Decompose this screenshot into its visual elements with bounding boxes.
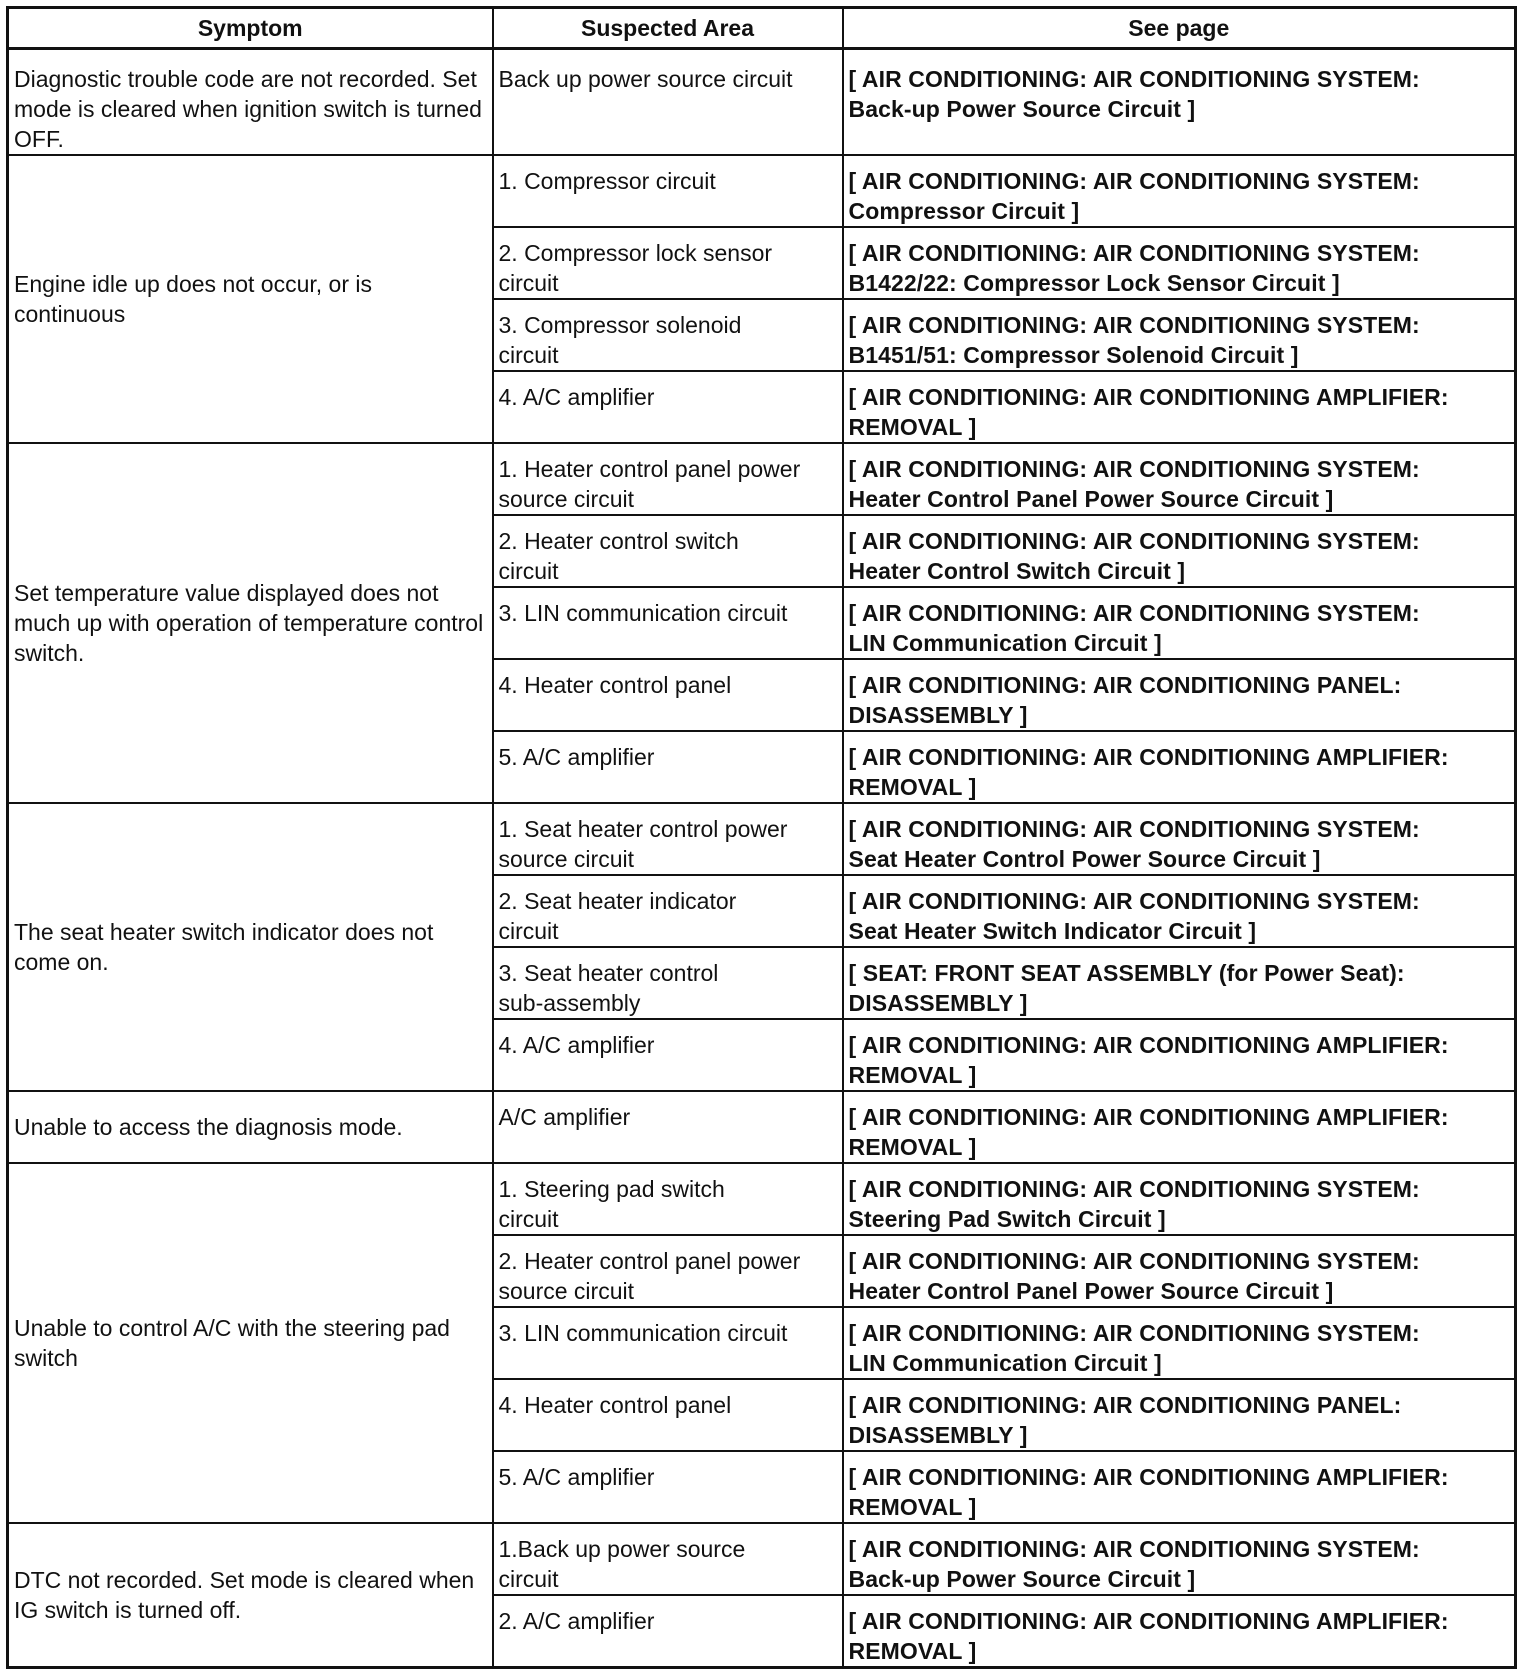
see-page-link[interactable] bbox=[843, 371, 1516, 443]
see-page-line-2: REMOVAL ] bbox=[848, 1062, 977, 1088]
see-page-link[interactable] bbox=[843, 299, 1516, 371]
suspected-area-cell: 1. Heater control panel power source circuit bbox=[493, 443, 843, 515]
see-page-line-2: Heater Control Panel Power Source Circuit ] bbox=[848, 486, 1334, 512]
see-page-line-1: [ AIR CONDITIONING: AIR CONDITIONING AMPLIFIER: bbox=[848, 1104, 1449, 1130]
see-page-line-2: LIN Communication Circuit ] bbox=[848, 1350, 1162, 1376]
see-page-line-2: DISASSEMBLY ] bbox=[848, 702, 1028, 728]
see-page-link[interactable] bbox=[843, 1163, 1516, 1235]
suspected-area-cell: 3. LIN communication circuit bbox=[493, 1307, 843, 1379]
see-page-line-1: [ AIR CONDITIONING: AIR CONDITIONING SYSTEM: bbox=[848, 888, 1420, 914]
suspected-area-cell: 3. Seat heater control sub-assembly bbox=[493, 947, 843, 1019]
see-page-line-1: [ AIR CONDITIONING: AIR CONDITIONING PANEL: bbox=[848, 672, 1402, 698]
suspected-area-cell: Back up power source circuit bbox=[493, 49, 843, 156]
see-page-line-1: [ AIR CONDITIONING: AIR CONDITIONING SYSTEM: bbox=[848, 816, 1420, 842]
see-page-line-1: [ AIR CONDITIONING: AIR CONDITIONING AMPLIFIER: bbox=[848, 1464, 1449, 1490]
suspected-area-cell: 4. Heater control panel bbox=[493, 1379, 843, 1451]
see-page-line-2: REMOVAL ] bbox=[848, 1134, 977, 1160]
suspected-area-cell: 1. Seat heater control power source circuit bbox=[493, 803, 843, 875]
see-page-line-2: Back-up Power Source Circuit ] bbox=[848, 1566, 1196, 1592]
suspected-area-cell: 4. A/C amplifier bbox=[493, 371, 843, 443]
symptom-cell: Engine idle up does not occur, or is continuous bbox=[8, 155, 493, 443]
see-page-link[interactable] bbox=[843, 1595, 1516, 1668]
see-page-line-2: REMOVAL ] bbox=[848, 414, 977, 440]
see-page-line-1: [ AIR CONDITIONING: AIR CONDITIONING SYSTEM: bbox=[848, 600, 1420, 626]
table-body bbox=[8, 49, 1516, 1668]
see-page-line-1: [ AIR CONDITIONING: AIR CONDITIONING SYSTEM: bbox=[848, 1320, 1420, 1346]
see-page-link[interactable] bbox=[843, 803, 1516, 875]
see-page-link[interactable] bbox=[843, 155, 1516, 227]
see-page-link[interactable] bbox=[843, 875, 1516, 947]
see-page-line-2: Heater Control Switch Circuit ] bbox=[848, 558, 1186, 584]
see-page-link[interactable] bbox=[843, 1523, 1516, 1595]
see-page-line-2: Seat Heater Switch Indicator Circuit ] bbox=[848, 918, 1257, 944]
table-row bbox=[8, 803, 1516, 875]
suspected-area-cell: A/C amplifier bbox=[493, 1091, 843, 1163]
suspected-area-cell: 3. Compressor solenoid circuit bbox=[493, 299, 843, 371]
see-page-line-1: [ AIR CONDITIONING: AIR CONDITIONING SYSTEM: bbox=[848, 1536, 1420, 1562]
problem-symptoms-table bbox=[6, 6, 1517, 1669]
suspected-area-cell: 4. Heater control panel bbox=[493, 659, 843, 731]
see-page-line-2: B1451/51: Compressor Solenoid Circuit ] bbox=[848, 342, 1299, 368]
see-page-link[interactable] bbox=[843, 515, 1516, 587]
symptom-cell: Unable to control A/C with the steering pad switch bbox=[8, 1163, 493, 1523]
suspected-area-cell: 2. Heater control panel power source circuit bbox=[493, 1235, 843, 1307]
see-page-line-2: DISASSEMBLY ] bbox=[848, 1422, 1028, 1448]
see-page-line-1: [ AIR CONDITIONING: AIR CONDITIONING PANEL: bbox=[848, 1392, 1402, 1418]
table-header-row bbox=[8, 8, 1516, 49]
see-page-link[interactable] bbox=[843, 227, 1516, 299]
see-page-link[interactable] bbox=[843, 947, 1516, 1019]
see-page-line-1: [ AIR CONDITIONING: AIR CONDITIONING SYSTEM: bbox=[848, 456, 1420, 482]
suspected-area-cell: 2. A/C amplifier bbox=[493, 1595, 843, 1668]
table-row bbox=[8, 1163, 1516, 1235]
see-page-line-2: LIN Communication Circuit ] bbox=[848, 630, 1162, 656]
see-page-line-2: REMOVAL ] bbox=[848, 1494, 977, 1520]
see-page-line-1: [ AIR CONDITIONING: AIR CONDITIONING AMPLIFIER: bbox=[848, 744, 1449, 770]
table-row bbox=[8, 1523, 1516, 1595]
see-page-line-2: Seat Heater Control Power Source Circuit ] bbox=[848, 846, 1321, 872]
see-page-link[interactable] bbox=[843, 49, 1516, 156]
table-row bbox=[8, 443, 1516, 515]
see-page-line-1: [ AIR CONDITIONING: AIR CONDITIONING AMPLIFIER: bbox=[848, 384, 1449, 410]
see-page-line-2: Compressor Circuit ] bbox=[848, 198, 1080, 224]
table-row bbox=[8, 49, 1516, 156]
see-page-line-2: B1422/22: Compressor Lock Sensor Circuit ] bbox=[848, 270, 1340, 296]
see-page-link[interactable] bbox=[843, 1379, 1516, 1451]
see-page-link[interactable] bbox=[843, 659, 1516, 731]
suspected-area-cell: 2. Heater control switch circuit bbox=[493, 515, 843, 587]
see-page-link[interactable] bbox=[843, 1451, 1516, 1523]
see-page-line-2: DISASSEMBLY ] bbox=[848, 990, 1028, 1016]
suspected-area-cell: 2. Compressor lock sensor circuit bbox=[493, 227, 843, 299]
symptom-cell: Diagnostic trouble code are not recorded. Set mode is cleared when ignition switch is turned OFF. bbox=[8, 49, 493, 156]
symptom-cell: The seat heater switch indicator does not come on. bbox=[8, 803, 493, 1091]
see-page-link[interactable] bbox=[843, 1307, 1516, 1379]
see-page-line-2: Back-up Power Source Circuit ] bbox=[848, 96, 1196, 122]
see-page-link[interactable] bbox=[843, 443, 1516, 515]
see-page-line-1: [ AIR CONDITIONING: AIR CONDITIONING AMPLIFIER: bbox=[848, 1032, 1449, 1058]
see-page-link[interactable] bbox=[843, 1019, 1516, 1091]
symptom-cell: Set temperature value displayed does not much up with operation of temperature control switch. bbox=[8, 443, 493, 803]
see-page-line-2: Steering Pad Switch Circuit ] bbox=[848, 1206, 1166, 1232]
suspected-area-cell: 4. A/C amplifier bbox=[493, 1019, 843, 1091]
suspected-area-cell: 5. A/C amplifier bbox=[493, 1451, 843, 1523]
header-suspected-area: Suspected Area bbox=[493, 8, 843, 49]
see-page-line-1: [ AIR CONDITIONING: AIR CONDITIONING SYSTEM: bbox=[848, 66, 1420, 92]
suspected-area-cell: 5. A/C amplifier bbox=[493, 731, 843, 803]
suspected-area-cell: 2. Seat heater indicator circuit bbox=[493, 875, 843, 947]
see-page-line-2: REMOVAL ] bbox=[848, 774, 977, 800]
table-row bbox=[8, 1091, 1516, 1163]
see-page-line-1: [ AIR CONDITIONING: AIR CONDITIONING SYSTEM: bbox=[848, 528, 1420, 554]
suspected-area-cell: 1. Compressor circuit bbox=[493, 155, 843, 227]
see-page-line-2: REMOVAL ] bbox=[848, 1638, 977, 1664]
see-page-link[interactable] bbox=[843, 587, 1516, 659]
see-page-line-1: [ AIR CONDITIONING: AIR CONDITIONING SYSTEM: bbox=[848, 240, 1420, 266]
suspected-area-cell: 1.Back up power source circuit bbox=[493, 1523, 843, 1595]
header-symptom: Symptom bbox=[8, 8, 493, 49]
symptom-cell: Unable to access the diagnosis mode. bbox=[8, 1091, 493, 1163]
header-see-page: See page bbox=[843, 8, 1516, 49]
see-page-link[interactable] bbox=[843, 731, 1516, 803]
suspected-area-cell: 3. LIN communication circuit bbox=[493, 587, 843, 659]
see-page-line-1: [ SEAT: FRONT SEAT ASSEMBLY (for Power Seat): bbox=[848, 960, 1405, 986]
see-page-link[interactable] bbox=[843, 1091, 1516, 1163]
see-page-link[interactable] bbox=[843, 1235, 1516, 1307]
see-page-line-1: [ AIR CONDITIONING: AIR CONDITIONING SYSTEM: bbox=[848, 168, 1420, 194]
see-page-line-2: Heater Control Panel Power Source Circuit ] bbox=[848, 1278, 1334, 1304]
table-row bbox=[8, 155, 1516, 227]
see-page-line-1: [ AIR CONDITIONING: AIR CONDITIONING SYSTEM: bbox=[848, 1248, 1420, 1274]
suspected-area-cell: 1. Steering pad switch circuit bbox=[493, 1163, 843, 1235]
symptom-cell: DTC not recorded. Set mode is cleared when IG switch is turned off. bbox=[8, 1523, 493, 1668]
see-page-line-1: [ AIR CONDITIONING: AIR CONDITIONING SYSTEM: bbox=[848, 312, 1420, 338]
see-page-line-1: [ AIR CONDITIONING: AIR CONDITIONING SYSTEM: bbox=[848, 1176, 1420, 1202]
see-page-line-1: [ AIR CONDITIONING: AIR CONDITIONING AMPLIFIER: bbox=[848, 1608, 1449, 1634]
